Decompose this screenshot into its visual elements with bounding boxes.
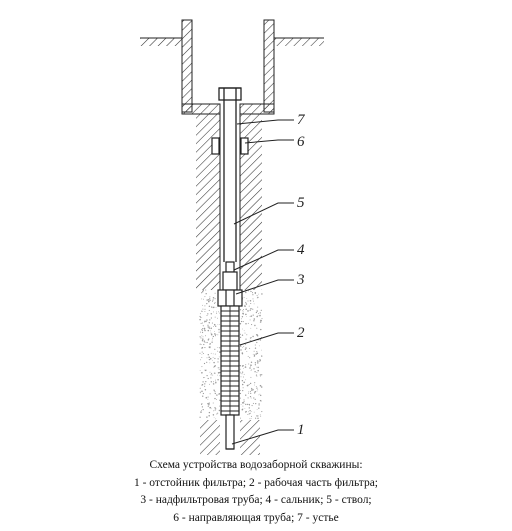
label-4: 4 — [297, 242, 305, 258]
label-5: 5 — [297, 195, 305, 211]
label-1: 1 — [297, 422, 305, 438]
label-2: 2 — [297, 325, 305, 341]
casing-pipe — [219, 88, 241, 262]
above-filter-pipe — [218, 290, 242, 306]
stuffing-box — [223, 262, 237, 290]
part-labels — [296, 112, 306, 438]
label-6: 6 — [297, 134, 305, 150]
caption-line: 1 - отстойник фильтра; 2 - рабочая часть фильтра; — [133, 476, 379, 489]
filter-working-part — [221, 306, 239, 415]
diagram-caption — [0, 457, 512, 527]
label-3: 3 — [297, 272, 305, 288]
ground-surface — [140, 38, 324, 46]
caption-line: 6 - направляющая труба; 7 - устье — [173, 511, 339, 524]
label-7: 7 — [297, 112, 305, 128]
caption-line: 3 - надфильтровая труба; 4 - сальник; 5 - ствол; — [140, 494, 372, 506]
guide-pipe — [212, 138, 248, 154]
caption-title: Схема устройства водозаборной скважины: — [149, 459, 363, 471]
